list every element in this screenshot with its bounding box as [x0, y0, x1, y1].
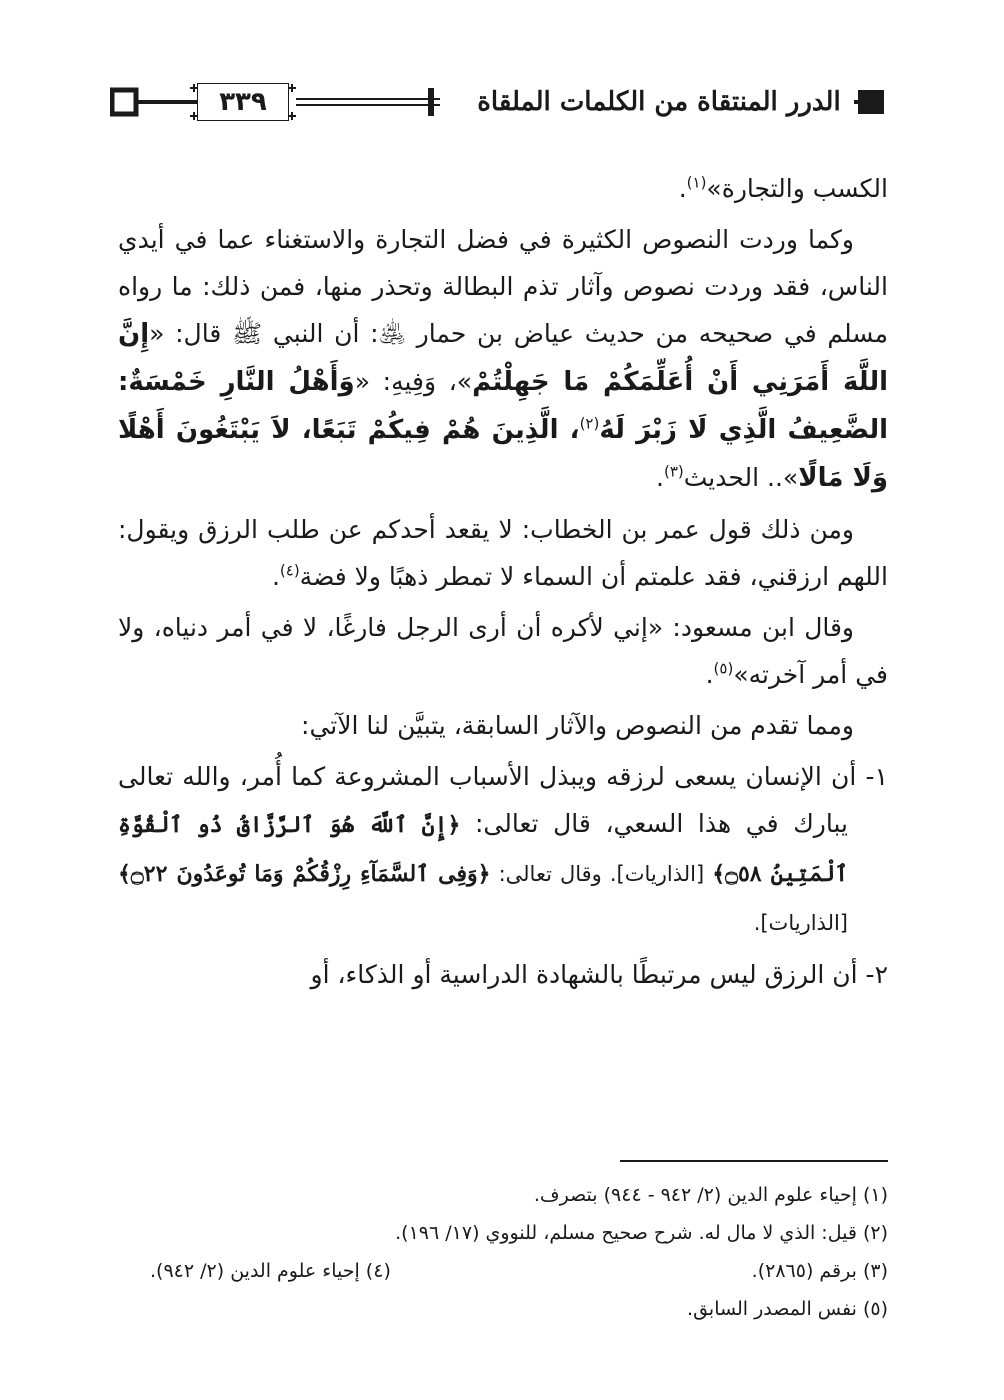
paragraph-4-text: وقال ابن مسعود: «إني لأكره أن أرى الرجل فارغًا، لا في أمر دنياه، ولا في أمر آخرته»	[118, 613, 888, 689]
footnote-4: (٤) إحياء علوم الدين (٢/ ٩٤٢).	[150, 1260, 391, 1282]
paragraph-3-text: ومن ذلك قول عمر بن الخطاب: لا يقعد أحدكم عن طلب الرزق ويقول: اللهم ارزقني، فقد علمتم أن السماء لا تمطر ذهبًا ولا فضة	[118, 515, 888, 591]
hadith-quote-2: وَأَهْلُ النَّارِ خَمْسَةٌ: الضَّعِيفُ الَّذِي لَا زَبْرَ لَهُ	[118, 367, 888, 445]
paragraph-2	[118, 216, 888, 502]
paragraph-2-intro: وكما وردت النصوص الكثيرة في فضل التجارة والاستغناء عما في أيدي الناس، فقد وردت نصوص وآثار تذم البطالة وتحذر منها، فمن ذلك: ما رواه مسلم في صحيحه من حديث عياض بن حمار ﵁: أن النبي ﷺ قال: «	[118, 225, 888, 348]
left-square-ornament	[112, 90, 136, 114]
right-square-ornament	[858, 90, 884, 114]
surah-ref-1: [الذاريات]. وقال تعالى:	[490, 862, 713, 886]
footnotes	[150, 1176, 888, 1328]
list-item-1	[118, 753, 888, 947]
footnote-ref-1: (١)	[686, 173, 707, 192]
paragraph-5: ومما تقدم من النصوص والآثار السابقة، يتبيَّن لنا الآتي:	[301, 711, 854, 740]
paragraph-3-end: .	[271, 562, 280, 591]
paragraph-2-ending: ».. الحديث	[683, 463, 799, 492]
footnote-ref-2: (٢)	[579, 414, 600, 433]
footnote-3: (٣) برقم (٢٨٦٥).	[751, 1260, 888, 1282]
surah-ref-2: [الذاريات].	[753, 911, 848, 935]
footnote-2: (٢) قيل: الذي لا مال له. شرح صحيح مسلم، للنووي (١٧/ ١٩٦).	[395, 1222, 888, 1244]
paragraph-2-end: .	[656, 463, 664, 492]
paragraph-1-end: .	[678, 174, 687, 203]
book-title: الدرر المنتقاة من الكلمات الملقاة	[464, 78, 854, 126]
quran-verse-1: ﴿إِنَّ ٱللَّهَ هُوَ ٱلرَّزَّاقُ ذُو ٱلْقُوَّةِ ٱلْمَتِينُ ۝٥٨﴾	[118, 812, 848, 887]
footnote-row-3-4	[150, 1252, 888, 1290]
footnote-separator	[620, 1160, 888, 1162]
paragraph-2-connector: »، وَفِيهِ: «	[354, 367, 473, 396]
page-header	[110, 78, 890, 126]
footnote-ref-3: (٣)	[663, 462, 684, 481]
footnote-5: (٥) نفس المصدر السابق.	[687, 1298, 888, 1320]
paragraph-1	[118, 165, 888, 212]
hadith-quote-3: ، الَّذِينَ هُمْ فِيكُمْ تَبَعًا، لاَ يَبْتَغُونَ أَهْلًا وَلَا مَالًا	[118, 415, 888, 493]
paragraph-1-text: الكسب والتجارة»	[706, 174, 888, 203]
page-number: ٣٣٩	[198, 84, 288, 120]
paragraph-3	[118, 506, 888, 600]
quran-verse-2: ﴿وَفِى ٱلسَّمَآءِ رِزْقُكُمْ وَمَا تُوعَدُونَ ۝٢٢﴾	[118, 861, 491, 887]
list-item-2: ٢- أن الرزق ليس مرتبطًا بالشهادة الدراسية أو الذكاء، أو	[310, 960, 888, 989]
footnote-ref-4: (٤)	[279, 561, 300, 580]
footnote-ref-5: (٥)	[713, 659, 734, 678]
paragraph-4-end: .	[705, 660, 714, 689]
main-text	[118, 165, 888, 1002]
footnote-1: (١) إحياء علوم الدين (٢/ ٩٤٢ - ٩٤٤) بتصرف.	[533, 1184, 888, 1206]
list-item-1-text: ١- أن الإنسان يسعى لرزقه ويبذل الأسباب المشروعة كما أُمر، والله تعالى يبارك في هذا السعي، قال تعالى:	[118, 762, 888, 838]
paragraph-4	[118, 604, 888, 698]
hadith-quote-1: إِنَّ اللَّهَ أَمَرَنِي أَنْ أُعَلِّمَكُمْ مَا جَهِلْتُمْ	[118, 319, 888, 397]
